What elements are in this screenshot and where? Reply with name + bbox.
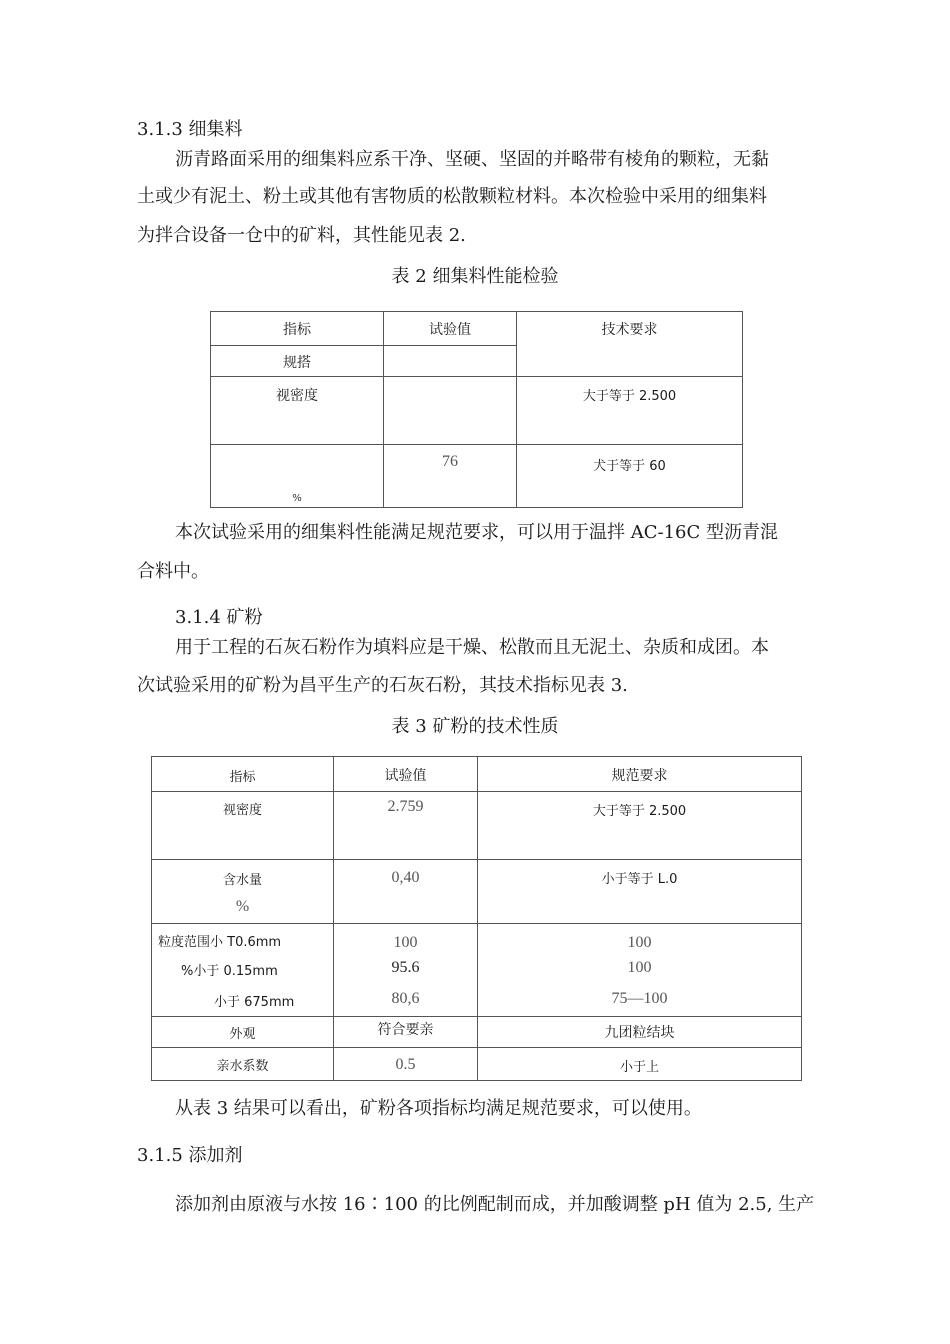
section-heading-3-1-4: 3.1.4 矿粉 [175,607,263,628]
section-heading-3-1-5: 3.1.5 添加剂 [137,1145,243,1166]
table-cell: 小于上 [619,1060,659,1075]
table-header: 指标 [283,322,311,338]
table-cell: 视密度 [222,803,262,818]
table-cell: 100 [627,959,652,976]
table-cell: 0,40 [391,869,420,886]
table-cell: %小于 0.15mm [181,964,278,979]
table-cell: 符合要亲 [377,1022,434,1038]
table-cell: 80,6 [391,990,420,1007]
table-header: 试验值 [429,322,471,338]
table-cell: 大于等于 2.500 [592,804,687,819]
paragraph-line: 添加剂由原液与水按 16∶100 的比例配制而成，并加酸调整 pH 值为 2.5, 生产 [175,1194,815,1215]
table-3-caption: 表 3 矿粉的技术性质 [391,716,559,737]
paragraph-line: 为拌合设备一仓中的矿料，其性能见表 2. [137,225,466,246]
table-cell: 100 [393,934,418,951]
table-cell: 小于等于 L.0 [601,872,678,887]
paragraph-line: 次试验采用的矿粉为昌平生产的石灰石粉，其技术指标见表 3. [137,675,628,696]
table-cell: 100 [627,934,652,951]
paragraph-line: 本次试验采用的细集料性能满足规范要求，可以用于温拌 AC-16C 型沥青混 [175,522,778,543]
table-cell: 76 [442,453,458,470]
table-cell: 规搭 [283,355,311,371]
table-cell: 95.6 [391,959,420,976]
table-cell: 粒度范围小 T0.6mm [158,935,282,950]
paragraph-line: 沥青路面采用的细集料应系干净、坚硬、坚固的并略带有棱角的颗粒，无黏 [175,149,769,170]
paragraph-line: 土或少有泥土、粉土或其他有害物质的松散颗粒材料。本次检验中采用的细集料 [137,186,767,207]
table-header: 技术要求 [601,322,658,338]
paragraph-line: 从表 3 结果可以看出，矿粉各项指标均满足规范要求，可以使用。 [175,1098,702,1119]
section-heading-3-1-3: 3.1.3 细集料 [137,119,243,140]
table-header: 指标 [229,770,256,785]
table-cell: % [235,898,250,915]
table-2-caption: 表 2 细集料性能检验 [391,266,559,287]
table-cell: 75—100 [611,990,668,1007]
table-cell: 九团粒结块 [604,1025,675,1041]
table-cell: 外观 [229,1027,256,1042]
table-cell: 犬于等于 60 [593,459,666,474]
table-cell: 小于 675mm [214,995,295,1010]
table-cell: 大于等于 2.500 [582,389,677,404]
table-cell: 2.759 [387,798,424,815]
table-cell: 0.5 [395,1056,416,1073]
paragraph-line: 合料中。 [137,561,209,582]
table-cell: 含水量 [222,873,262,888]
table-header: 规范要求 [611,768,668,784]
paragraph-line: 用于工程的石灰石粉作为填料应是干燥、松散而且无泥土、杂质和成团。本 [175,637,769,658]
table-cell: % [292,493,302,504]
table-header: 试验值 [384,768,427,784]
table-cell: 视密度 [276,388,318,404]
table-cell: 亲水系数 [216,1059,269,1074]
